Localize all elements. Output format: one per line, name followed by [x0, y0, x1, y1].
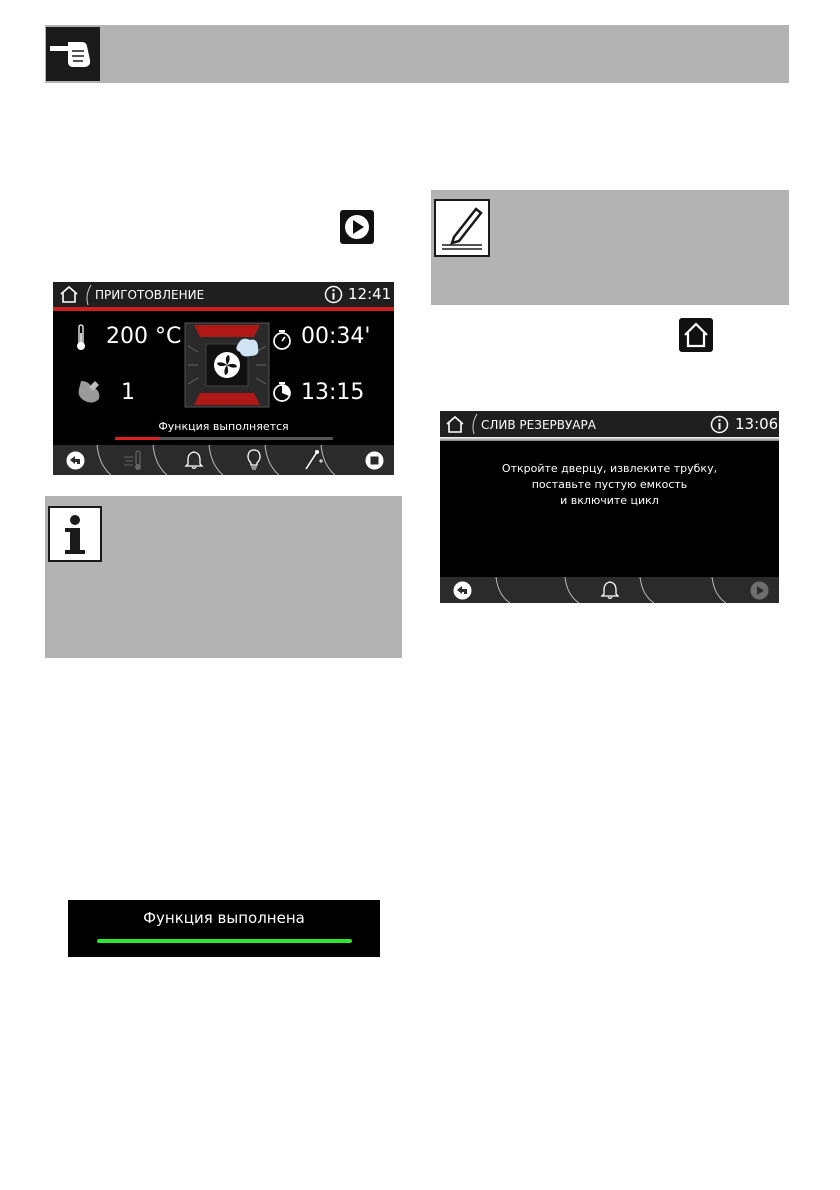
- end-time-value[interactable]: 13:15: [301, 380, 365, 405]
- play-icon: [340, 210, 374, 244]
- bell-icon[interactable]: [600, 580, 620, 600]
- complete-progress-bar: [97, 939, 352, 943]
- info-i-icon: [48, 506, 102, 562]
- screen-clock: 13:06: [735, 415, 779, 433]
- tank-drain-screen: [440, 411, 779, 603]
- back-icon[interactable]: [453, 581, 472, 600]
- instruction-line-1: Откройте дверцу, извлеките трубку,: [501, 462, 718, 475]
- pencil-note-icon: [434, 199, 490, 257]
- meat-probe-icon[interactable]: [303, 449, 325, 471]
- progress-bar-fill: [115, 437, 159, 440]
- grill-function-icon: [75, 377, 105, 407]
- thermometer-icon: [75, 324, 87, 352]
- bottom-toolbar: [440, 577, 779, 603]
- play-icon[interactable]: [750, 581, 769, 600]
- screen-clock: 12:41: [348, 285, 392, 303]
- divider-slash: [469, 413, 479, 435]
- level-value[interactable]: 1: [121, 380, 135, 405]
- screen-top-bar: [440, 411, 779, 437]
- toolbar-dividers: [53, 445, 394, 475]
- back-icon[interactable]: [66, 451, 85, 470]
- cooking-screen: [53, 282, 394, 475]
- screen-title: СЛИВ РЕЗЕРВУАРА: [481, 418, 596, 432]
- function-status-text: Функция выполняется: [158, 420, 289, 433]
- light-icon[interactable]: [246, 449, 262, 471]
- home-icon: [679, 318, 713, 352]
- instruction-line-2: поставьте пустую емкость: [531, 478, 688, 491]
- home-icon[interactable]: [445, 415, 465, 434]
- header-accent-line: [440, 437, 779, 441]
- instruction-line-3: и включите цикл: [560, 494, 659, 507]
- oven-fan-icon: [184, 322, 270, 408]
- divider-slash: [83, 284, 93, 306]
- info-icon[interactable]: [324, 285, 343, 304]
- bell-icon[interactable]: [184, 450, 204, 470]
- progress-bar: [115, 437, 333, 440]
- bottom-toolbar: [53, 445, 394, 475]
- stop-icon[interactable]: [365, 451, 384, 470]
- screen-top-bar: [53, 282, 394, 307]
- end-time-timer-icon: [272, 381, 292, 403]
- home-icon[interactable]: [59, 285, 79, 304]
- duration-timer-icon: [272, 329, 292, 351]
- temperature-value[interactable]: 200 °C: [106, 324, 182, 349]
- duration-value[interactable]: 00:34': [301, 324, 371, 349]
- info-icon[interactable]: [710, 415, 729, 434]
- header-accent-line: [53, 307, 394, 311]
- function-complete-text: Функция выполнена: [143, 909, 305, 927]
- function-complete-panel: [68, 900, 380, 957]
- screen-title: ПРИГОТОВЛЕНИЕ: [95, 288, 205, 302]
- section-header-band: [45, 25, 789, 83]
- preheat-icon[interactable]: [123, 449, 145, 471]
- pointing-hand-icon: [46, 27, 100, 81]
